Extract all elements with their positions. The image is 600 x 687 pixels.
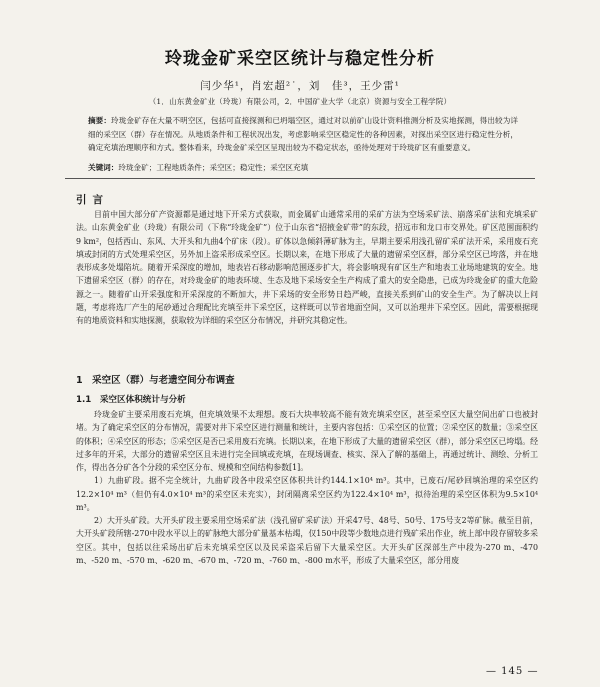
intro-body xyxy=(76,208,538,327)
keywords-block xyxy=(88,161,518,174)
affiliation-line: （1．山东黄金矿业（玲珑）有限公司，2．中国矿业大学（北京）资源与安全工程学院） xyxy=(148,97,452,106)
paper-title: 玲珑金矿采空区统计与稳定性分析 xyxy=(165,49,435,69)
abstract-text: 玲珑金矿存在大量不明空区，包括可直接探测和已坍塌空区，通过对以前矿山设计资料推测分析及实地探测，得出较为详细的采空区（群）存在情况。从地质条件和工程状况出发，考虑影响采空区稳定性的各种因素，对探出采空区进行稳定性分析，确定充填治理顺序和方式。整体看来，玲珑金矿采空区呈现出较为不稳定状态，亟待处理对于玲珑矿区有重要意义。 xyxy=(88,116,519,153)
intro-paragraph: 目前中国大部分矿产资源都是通过地下开采方式获取，而金属矿山通常采用的采矿方法为空场采矿法、崩落采矿法和充填采矿法。山东黄金矿业（玲珑）有限公司（下称“玲珑金矿”）位于山东省“招掖金矿带”的东段，招远市和龙口市交界处。矿区范围面积约9 km²，包括西山、东风、大开头和九曲4个矿床（段）。矿体以急倾斜薄矿脉为主，早期主要采用浅孔留矿采矿法开采，采用废石充填或封闭的方式处理采空区，另外加上盗采形成采空区。长期以来，在地下形成了大量的遗留采空区群，部分采空区已垮落，并在地表形成多处塌陷坑。随着开采深度的增加，地表岩石移动影响范围逐步扩大，将会影响现有矿区生产和地表工业场地建筑的安全。地下遗留采空区（群）的存在，对玲珑金矿的地表环境、生态及地下采场安全生产构成了重大的安全隐患，已成为玲珑金矿的重大危险源之一。随着矿山开采强度和开采深度的不断加大，井下采场的安全形势日趋严峻，直接关系到矿山的安全生产。为了解决以上问题，考虑将选厂产生的尾砂通过合理配比充填至井下采空区，这样既可以节省地面空间，又可以治理井下采空区。因此，需要根据现有的地质资料和实地探测，获取较为详细的采空区分布情况，并研究其稳定性。 xyxy=(76,210,538,325)
dakaitou-paragraph: 2）大开头矿段。大开头矿段主要采用空场采矿法（浅孔留矿采矿法）开采47号、48号、50号、175号支2等矿脉。截至目前，大开头矿段所辖-270中段水平以上的矿脉绝大部分矿量基本枯竭，仅150中段等少数地点进行残矿采出作业，统上部中段存留较多采空区。其中，包括以往采场出矿后未充填采空区以及民采盗采后留下大量采空区。大开头矿区深部生产中段为-270 m、-470 m、-520 m、-570 m、-620 m、-670 m、-720 m、-760 m、-800 m水平，形成了大量采空区，部分用废 xyxy=(76,516,538,565)
section-1-1-paragraph: 玲珑金矿主要采用废石充填，但充填效果不太理想。废石大块率较高不能有效充填采空区，甚至采空区大量空间出矿口也被封堵。为了确定采空区的分布情况，需要对井下采空区进行测量和统计，主要内容包括：①采空区的位置；②采空区的数量；③采空区的体积；④采空区的形态；⑤采空区是否已采用废石充填。长期以来，在地下形成了大量的遗留采空区（群），部分采空区已垮塌。经过多年的开采，大部分的遗留采空区且未进行完全回填或充填，在现场调查、核实、深入了解的基础上，再通过统计、测绘、分析工作，得出各分矿各个分段的采空区分布、规模和空间结构参数[1]。 xyxy=(76,410,538,472)
jiuqu-paragraph: 1）九曲矿段。据不完全统计，九曲矿段各中段采空区体积共计约144.1×10⁴ m³。其中，已废石/尾砂回填治理的采空区约12.2×10⁴ m³（但仍有4.0×10⁴ m³的采空区未充实），封闭隔离采空区约为122.4×10⁴ m³，拟待治理的采空区体积为9.5×10⁴ m³。 xyxy=(76,476,538,512)
section-1-heading: 1 采空区（群）与老遗空间分布调查 xyxy=(76,375,235,386)
abstract-block xyxy=(88,114,518,155)
keywords-label: 关键词： xyxy=(88,163,119,172)
author-line: 闫少华¹，肖宏超²˙，刘 佳³，王少雷¹ xyxy=(200,80,400,92)
keywords-text: 玲珑金矿；工程地质条件；采空区；稳定性；采空区充填 xyxy=(118,163,309,172)
section-1-1-body xyxy=(76,408,538,567)
section-1-1-heading: 1.1 采空区体积统计与分析 xyxy=(76,395,186,405)
separator-rule xyxy=(65,178,535,179)
page-number: — 145 — xyxy=(486,666,539,677)
intro-heading: 引言 xyxy=(76,194,109,206)
abstract-label: 摘要： xyxy=(88,116,112,125)
